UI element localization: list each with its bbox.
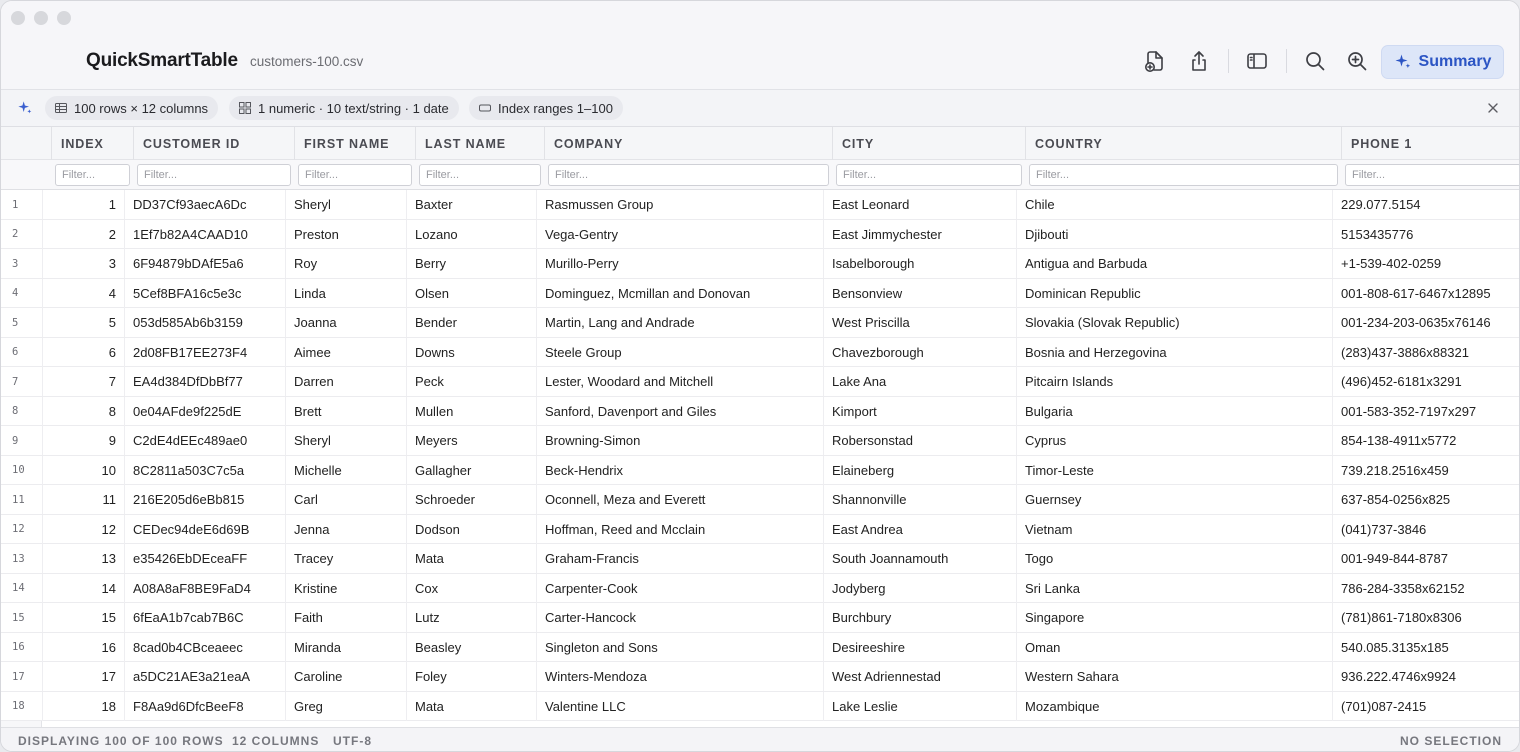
cell-company[interactable]: Winters-Mendoza	[536, 662, 823, 691]
cell-city[interactable]: Lake Leslie	[823, 692, 1016, 721]
table-row[interactable]	[1, 633, 1520, 663]
cell-first-name[interactable]: Tracey	[285, 544, 406, 573]
cell-index[interactable]: 2	[42, 220, 124, 249]
cell-company[interactable]: Vega-Gentry	[536, 220, 823, 249]
toolbar-separator	[1286, 49, 1287, 73]
sparkle-icon[interactable]	[17, 100, 33, 116]
column-header-customer-id[interactable]: CUSTOMER ID	[133, 127, 294, 160]
cell-last-name[interactable]: Downs	[406, 338, 536, 367]
cell-first-name[interactable]: Joanna	[285, 308, 406, 337]
cell-first-name[interactable]: Preston	[285, 220, 406, 249]
minimize-window-button[interactable]	[34, 11, 48, 25]
table-row[interactable]	[1, 544, 1520, 574]
row-number: 3	[12, 257, 19, 270]
cell-index[interactable]: 5	[42, 308, 124, 337]
cell-customer-id[interactable]: CEDec94deE6d69B	[124, 515, 285, 544]
row-number: 11	[12, 493, 25, 506]
row-number: 15	[12, 611, 25, 624]
cell-customer-id[interactable]: 6fEaA1b7cab7B6C	[124, 603, 285, 632]
cell-country[interactable]: Bulgaria	[1016, 397, 1332, 426]
cell-last-name[interactable]: Gallagher	[406, 456, 536, 485]
cell-company[interactable]: Valentine LLC	[536, 692, 823, 721]
cell-city[interactable]: West Priscilla	[823, 308, 1016, 337]
cell-company[interactable]: Singleton and Sons	[536, 633, 823, 662]
cell-phone-1[interactable]: 786-284-3358x62152	[1332, 574, 1520, 603]
index-range-chip	[469, 96, 623, 120]
table-row[interactable]	[1, 426, 1520, 456]
status-bar	[1, 727, 1519, 752]
cell-city[interactable]: Robersonstad	[823, 426, 1016, 455]
cell-customer-id[interactable]: 2d08FB17EE273F4	[124, 338, 285, 367]
cell-company[interactable]: Lester, Woodard and Mitchell	[536, 367, 823, 396]
filter-input-index[interactable]	[55, 164, 130, 186]
cell-last-name[interactable]: Dodson	[406, 515, 536, 544]
cell-last-name[interactable]: Cox	[406, 574, 536, 603]
cell-phone-1[interactable]: (283)437-3886x88321	[1332, 338, 1520, 367]
cell-company[interactable]: Sanford, Davenport and Giles	[536, 397, 823, 426]
cell-index[interactable]: 11	[42, 485, 124, 514]
chip-label: 100 rows × 12 columns	[74, 100, 209, 116]
table-row[interactable]	[1, 397, 1520, 427]
cell-company[interactable]: Rasmussen Group	[536, 190, 823, 219]
cell-phone-1[interactable]: 229.077.5154	[1332, 190, 1520, 219]
cell-company[interactable]: Dominguez, Mcmillan and Donovan	[536, 279, 823, 308]
cell-last-name[interactable]: Lutz	[406, 603, 536, 632]
cell-phone-1[interactable]: +1-539-402-0259	[1332, 249, 1520, 278]
filter-row	[1, 160, 1520, 190]
share-icon[interactable]	[1183, 45, 1215, 77]
cell-company[interactable]: Hoffman, Reed and Mcclain	[536, 515, 823, 544]
chip-label: Index ranges 1–100	[498, 100, 613, 116]
cell-city[interactable]: South Joannamouth	[823, 544, 1016, 573]
cell-phone-1[interactable]: 936.222.4746x9924	[1332, 662, 1520, 691]
cell-customer-id[interactable]: 0e04AFde9f225dE	[124, 397, 285, 426]
cell-first-name[interactable]: Michelle	[285, 456, 406, 485]
cell-first-name[interactable]: Kristine	[285, 574, 406, 603]
cell-city[interactable]: Lake Ana	[823, 367, 1016, 396]
cell-index[interactable]: 8	[42, 397, 124, 426]
sparkle-icon	[1394, 53, 1412, 71]
cell-index[interactable]: 6	[42, 338, 124, 367]
app-title: QuickSmartTable	[86, 50, 238, 71]
row-number: 10	[12, 464, 25, 476]
cell-country[interactable]: Djibouti	[1016, 220, 1332, 249]
cell-company[interactable]: Carpenter-Cook	[536, 574, 823, 603]
column-types-chip	[229, 96, 459, 120]
column-header-index[interactable]: INDEX	[51, 127, 133, 160]
row-number: 9	[12, 434, 19, 447]
cell-company[interactable]: Carter-Hancock	[536, 603, 823, 632]
cell-customer-id[interactable]: 6F94879bDAfE5a6	[124, 249, 285, 278]
cell-last-name[interactable]: Foley	[406, 662, 536, 691]
row-number: 16	[12, 641, 25, 653]
filter-input-city[interactable]	[836, 164, 1022, 186]
cell-country[interactable]: Vietnam	[1016, 515, 1332, 544]
cell-city[interactable]: Burchbury	[823, 603, 1016, 632]
search-icon[interactable]	[1299, 45, 1331, 77]
cell-city[interactable]: East Andrea	[823, 515, 1016, 544]
status-encoding: UTF-8	[333, 734, 372, 748]
cell-customer-id[interactable]: EA4d384DfDbBf77	[124, 367, 285, 396]
row-number: 14	[12, 582, 25, 594]
cell-customer-id[interactable]: e35426EbDEceaFF	[124, 544, 285, 573]
filter-input-last-name[interactable]	[419, 164, 541, 186]
cell-customer-id[interactable]: 053d585Ab6b3159	[124, 308, 285, 337]
row-number: 5	[12, 316, 19, 329]
cell-first-name[interactable]: Carl	[285, 485, 406, 514]
row-number: 4	[12, 287, 19, 299]
summary-button-label: Summary	[1418, 53, 1492, 70]
cell-index[interactable]: 7	[42, 367, 124, 396]
cell-last-name[interactable]: Mata	[406, 692, 536, 721]
cell-country[interactable]: Chile	[1016, 190, 1332, 219]
cell-index[interactable]: 13	[42, 544, 124, 573]
zoom-window-button[interactable]	[57, 11, 71, 25]
row-number: 2	[12, 228, 19, 240]
row-number: 12	[12, 523, 25, 535]
cell-country[interactable]: Western Sahara	[1016, 662, 1332, 691]
cell-city[interactable]: Desireeshire	[823, 633, 1016, 662]
row-number: 8	[12, 405, 19, 417]
cell-country[interactable]: Oman	[1016, 633, 1332, 662]
cell-index[interactable]: 1	[42, 190, 124, 219]
cell-last-name[interactable]: Mullen	[406, 397, 536, 426]
cell-customer-id[interactable]: A08A8aF8BE9FaD4	[124, 574, 285, 603]
table-row[interactable]	[1, 190, 1520, 220]
cell-customer-id[interactable]: a5DC21AE3a21eaA	[124, 662, 285, 691]
row-number: 7	[12, 375, 19, 388]
cell-phone-1[interactable]: 5153435776	[1332, 220, 1520, 249]
cell-customer-id[interactable]: 8C2811a503C7c5a	[124, 456, 285, 485]
cell-phone-1[interactable]: (701)087-2415	[1332, 692, 1520, 721]
cell-last-name[interactable]: Meyers	[406, 426, 536, 455]
cell-country[interactable]: Mozambique	[1016, 692, 1332, 721]
cell-country[interactable]: Guernsey	[1016, 485, 1332, 514]
row-number: 1	[12, 198, 19, 211]
cell-last-name[interactable]: Lozano	[406, 220, 536, 249]
table-row[interactable]	[1, 485, 1520, 515]
window-controls	[11, 11, 71, 25]
cell-phone-1[interactable]: 001-583-352-7197x297	[1332, 397, 1520, 426]
cell-first-name[interactable]: Aimee	[285, 338, 406, 367]
cell-company[interactable]: Steele Group	[536, 338, 823, 367]
cell-company[interactable]: Graham-Francis	[536, 544, 823, 573]
cell-first-name[interactable]: Caroline	[285, 662, 406, 691]
cell-city[interactable]: East Leonard	[823, 190, 1016, 219]
cell-city[interactable]: Elaineberg	[823, 456, 1016, 485]
table-row[interactable]	[1, 574, 1520, 604]
column-header-company[interactable]: COMPANY	[544, 127, 832, 160]
cell-city[interactable]: Bensonview	[823, 279, 1016, 308]
filter-input-phone-1[interactable]	[1345, 164, 1520, 186]
sidebar-icon[interactable]	[1241, 45, 1273, 77]
cell-customer-id[interactable]: DD37Cf93aecA6Dc	[124, 190, 285, 219]
table-row[interactable]	[1, 692, 1520, 722]
status-selection: NO SELECTION	[1399, 734, 1502, 748]
cell-customer-id[interactable]: 5Cef8BFA16c5e3c	[124, 279, 285, 308]
table-icon	[55, 102, 67, 114]
table-row[interactable]	[1, 338, 1520, 368]
filter-input-customer-id[interactable]	[137, 164, 291, 186]
filter-input-first-name[interactable]	[298, 164, 412, 186]
column-header-country[interactable]: COUNTRY	[1025, 127, 1341, 160]
cell-phone-1[interactable]: 739.218.2516x459	[1332, 456, 1520, 485]
cell-customer-id[interactable]: 8cad0b4CBceaeec	[124, 633, 285, 662]
cell-city[interactable]: Shannonville	[823, 485, 1016, 514]
add-document-icon[interactable]	[1139, 45, 1171, 77]
cell-city[interactable]: Isabelborough	[823, 249, 1016, 278]
cell-city[interactable]: West Adriennestad	[823, 662, 1016, 691]
cell-city[interactable]: East Jimmychester	[823, 220, 1016, 249]
cell-phone-1[interactable]: 001-234-203-0635x76146	[1332, 308, 1520, 337]
cell-company[interactable]: Oconnell, Meza and Everett	[536, 485, 823, 514]
rows-columns-chip	[45, 96, 218, 120]
cell-index[interactable]: 16	[42, 633, 124, 662]
cell-last-name[interactable]: Olsen	[406, 279, 536, 308]
row-number: 13	[12, 552, 25, 565]
cell-country[interactable]: Togo	[1016, 544, 1332, 573]
column-header-last-name[interactable]: LAST NAME	[415, 127, 544, 160]
cell-index[interactable]: 10	[42, 456, 124, 485]
cell-last-name[interactable]: Baxter	[406, 190, 536, 219]
table-row[interactable]	[1, 603, 1520, 633]
column-header-city[interactable]: CITY	[832, 127, 1025, 160]
summary-button[interactable]	[1381, 45, 1504, 79]
table-row[interactable]	[1, 662, 1520, 692]
row-number: 6	[12, 346, 19, 358]
cell-country[interactable]: Slovakia (Slovak Republic)	[1016, 308, 1332, 337]
cell-country[interactable]: Cyprus	[1016, 426, 1332, 455]
chip-label: 1 numeric · 10 text/string · 1 date	[258, 100, 449, 116]
row-number: 17	[12, 670, 25, 683]
cell-country[interactable]: Bosnia and Herzegovina	[1016, 338, 1332, 367]
table-header	[1, 127, 1520, 160]
toolbar-separator	[1228, 49, 1229, 73]
range-icon	[479, 102, 491, 114]
cell-country[interactable]: Sri Lanka	[1016, 574, 1332, 603]
cell-first-name[interactable]: Greg	[285, 692, 406, 721]
cell-country[interactable]: Timor-Leste	[1016, 456, 1332, 485]
cell-country[interactable]: Dominican Republic	[1016, 279, 1332, 308]
cell-customer-id[interactable]: 1Ef7b82A4CAAD10	[124, 220, 285, 249]
cell-customer-id[interactable]: F8Aa9d6DfcBeeF8	[124, 692, 285, 721]
cell-first-name[interactable]: Brett	[285, 397, 406, 426]
cell-index[interactable]: 17	[42, 662, 124, 691]
row-number: 18	[12, 700, 25, 712]
cell-first-name[interactable]: Jenna	[285, 515, 406, 544]
cell-phone-1[interactable]: 001-808-617-6467x12895	[1332, 279, 1520, 308]
table-row[interactable]	[1, 279, 1520, 309]
cell-first-name[interactable]: Miranda	[285, 633, 406, 662]
data-table	[1, 127, 1520, 727]
cell-phone-1[interactable]: (041)737-3846	[1332, 515, 1520, 544]
cell-phone-1[interactable]: 001-949-844-8787	[1332, 544, 1520, 573]
table-row[interactable]	[1, 249, 1520, 279]
cell-index[interactable]: 12	[42, 515, 124, 544]
cell-first-name[interactable]: Darren	[285, 367, 406, 396]
cell-last-name[interactable]: Beasley	[406, 633, 536, 662]
cell-company[interactable]: Murillo-Perry	[536, 249, 823, 278]
close-window-button[interactable]	[11, 11, 25, 25]
cell-index[interactable]: 18	[42, 692, 124, 721]
cell-last-name[interactable]: Bender	[406, 308, 536, 337]
cell-phone-1[interactable]: 637-854-0256x825	[1332, 485, 1520, 514]
cell-first-name[interactable]: Sheryl	[285, 190, 406, 219]
table-row[interactable]	[1, 515, 1520, 545]
cell-country[interactable]: Singapore	[1016, 603, 1332, 632]
cell-customer-id[interactable]: 216E205d6eBb815	[124, 485, 285, 514]
cell-country[interactable]: Pitcairn Islands	[1016, 367, 1332, 396]
cell-city[interactable]: Chavezborough	[823, 338, 1016, 367]
cell-index[interactable]: 4	[42, 279, 124, 308]
table-row[interactable]	[1, 367, 1520, 397]
cell-first-name[interactable]: Linda	[285, 279, 406, 308]
table-row[interactable]	[1, 220, 1520, 250]
cell-city[interactable]: Jodyberg	[823, 574, 1016, 603]
cell-index[interactable]: 3	[42, 249, 124, 278]
cell-phone-1[interactable]: (781)861-7180x8306	[1332, 603, 1520, 632]
status-row-count: DISPLAYING 100 OF 100 ROWS	[18, 734, 224, 748]
cell-company[interactable]: Browning-Simon	[536, 426, 823, 455]
info-bar	[1, 90, 1519, 127]
cell-last-name[interactable]: Berry	[406, 249, 536, 278]
cell-last-name[interactable]: Schroeder	[406, 485, 536, 514]
table-row[interactable]	[1, 456, 1520, 486]
cell-index[interactable]: 14	[42, 574, 124, 603]
filter-input-country[interactable]	[1029, 164, 1338, 186]
cell-phone-1[interactable]: (496)452-6181x3291	[1332, 367, 1520, 396]
zoom-in-icon[interactable]	[1341, 45, 1373, 77]
cell-company[interactable]: Martin, Lang and Andrade	[536, 308, 823, 337]
close-icon[interactable]	[1485, 100, 1501, 116]
column-header-first-name[interactable]: FIRST NAME	[294, 127, 415, 160]
cell-customer-id[interactable]: C2dE4dEEc489ae0	[124, 426, 285, 455]
filter-input-company[interactable]	[548, 164, 829, 186]
cell-phone-1[interactable]: 854-138-4911x5772	[1332, 426, 1520, 455]
cell-first-name[interactable]: Sheryl	[285, 426, 406, 455]
cell-last-name[interactable]: Mata	[406, 544, 536, 573]
cell-city[interactable]: Kimport	[823, 397, 1016, 426]
grid-icon	[239, 102, 251, 114]
cell-last-name[interactable]: Peck	[406, 367, 536, 396]
file-name: customers-100.csv	[250, 54, 364, 69]
cell-phone-1[interactable]: 540.085.3135x185	[1332, 633, 1520, 662]
cell-country[interactable]: Antigua and Barbuda	[1016, 249, 1332, 278]
cell-index[interactable]: 15	[42, 603, 124, 632]
cell-company[interactable]: Beck-Hendrix	[536, 456, 823, 485]
title-bar	[1, 1, 1519, 90]
cell-first-name[interactable]: Faith	[285, 603, 406, 632]
table-row[interactable]	[1, 308, 1520, 338]
status-column-count: 12 COLUMNS	[232, 734, 320, 748]
column-header-phone-1[interactable]: PHONE 1	[1341, 127, 1520, 160]
cell-first-name[interactable]: Roy	[285, 249, 406, 278]
cell-index[interactable]: 9	[42, 426, 124, 455]
